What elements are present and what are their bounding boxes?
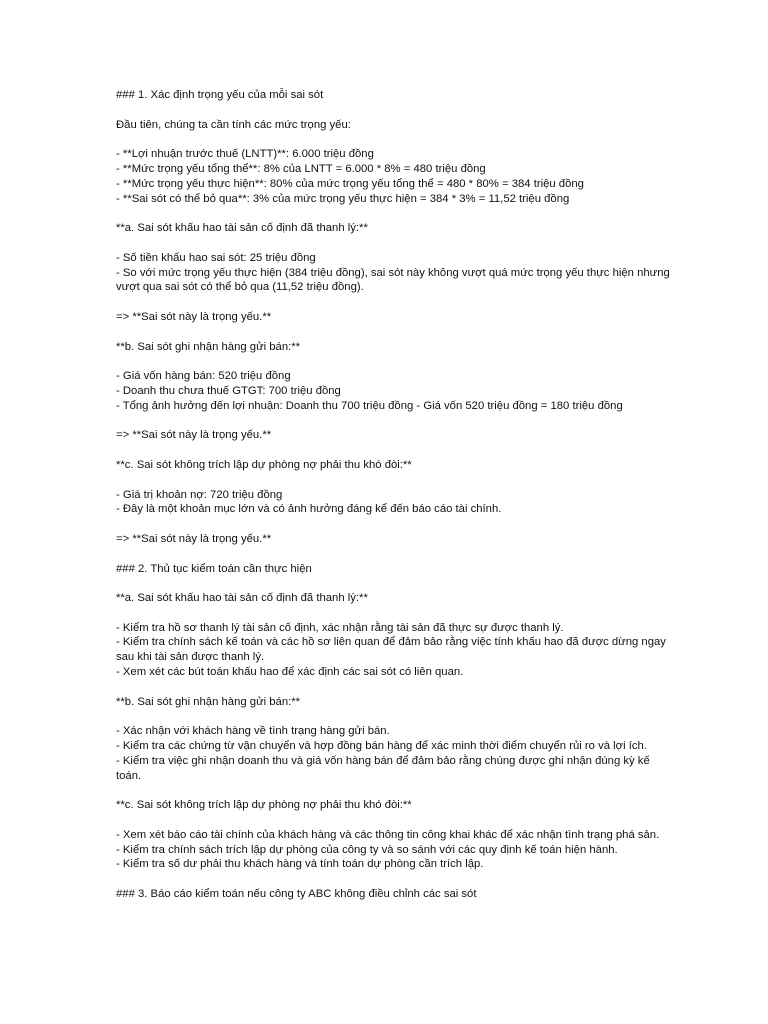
s1-b-conclusion: => **Sai sót này là trọng yếu.** bbox=[116, 429, 272, 442]
spacer bbox=[116, 813, 676, 828]
s2-a-item: - Xem xét các bút toán khấu hao để xác định các sai sót có liên quan. bbox=[116, 666, 464, 679]
s1-a-item: - Số tiền khấu hao sai sót: 25 triệu đồng bbox=[116, 251, 316, 264]
spacer bbox=[116, 517, 676, 532]
section-3-heading: ### 3. Báo cáo kiểm toán nếu công ty ABC không điều chỉnh các sai sót bbox=[116, 888, 477, 901]
spacer bbox=[116, 709, 676, 724]
spacer bbox=[116, 132, 676, 147]
materiality-item-trivial: - **Sai sót có thể bỏ qua**: 3% của mức trọng yếu thực hiện = 384 * 3% = 11,52 triệu đồng bbox=[116, 192, 570, 205]
spacer bbox=[116, 576, 676, 591]
s1-c-item: - Đây là một khoản mục lớn và có ảnh hưởng đáng kể đến báo cáo tài chính. bbox=[116, 503, 502, 516]
spacer bbox=[116, 473, 676, 488]
s1-c-conclusion: => **Sai sót này là trọng yếu.** bbox=[116, 532, 272, 545]
section-1-intro: Đầu tiên, chúng ta cần tính các mức trọng yếu: bbox=[116, 118, 351, 131]
s2-a-item: - Kiểm tra chính sách kế toán và các hồ sơ liên quan để đảm bảo rằng việc tính khấu hao đã được dừng ngay sau khi tài sản được thanh lý. bbox=[116, 636, 666, 664]
spacer bbox=[116, 783, 676, 798]
section-2-heading: ### 2. Thủ tục kiểm toán cần thực hiện bbox=[116, 562, 312, 575]
s1-b-title: **b. Sai sót ghi nhận hàng gửi bán:** bbox=[116, 340, 301, 353]
section-1-heading: ### 1. Xác định trọng yếu của mỗi sai sót bbox=[116, 89, 324, 101]
spacer bbox=[116, 236, 676, 251]
s1-c-title: **c. Sai sót không trích lập dự phòng nợ phải thu khó đòi:** bbox=[116, 458, 412, 471]
s1-a-item: - So với mức trọng yếu thực hiện (384 triệu đồng), sai sót này không vượt quá mức trọng yếu thực hiện nhưng vượt qua sai sót có thể bỏ qua (11,52 triệu đồng). bbox=[116, 266, 670, 294]
materiality-item-pbt: - **Lợi nhuận trước thuế (LNTT)**: 6.000 triệu đồng bbox=[116, 148, 374, 161]
spacer bbox=[116, 103, 676, 118]
materiality-item-performance: - **Mức trọng yếu thực hiện**: 80% của mức trọng yếu tổng thể = 480 * 80% = 384 triệu đồng bbox=[116, 177, 584, 190]
materiality-item-overall: - **Mức trọng yếu tổng thể**: 8% của LNTT = 6.000 * 8% = 480 triệu đồng bbox=[116, 162, 486, 175]
spacer bbox=[116, 680, 676, 695]
spacer bbox=[116, 414, 676, 429]
spacer bbox=[116, 295, 676, 310]
s2-c-item: - Xem xét báo cáo tài chính của khách hàng và các thông tin công khai khác để xác nhận tình trạng phá sản. bbox=[116, 828, 660, 841]
spacer bbox=[116, 872, 676, 887]
spacer bbox=[116, 547, 676, 562]
s2-c-item: - Kiểm tra số dư phải thu khách hàng và tính toán dự phòng cần trích lập. bbox=[116, 858, 484, 871]
s2-c-item: - Kiểm tra chính sách trích lập dự phòng của công ty và so sánh với các quy định kế toán hiện hành. bbox=[116, 843, 618, 856]
s1-c-item: - Giá trị khoản nợ: 720 triệu đồng bbox=[116, 488, 283, 501]
spacer bbox=[116, 325, 676, 340]
s1-b-item: - Doanh thu chưa thuế GTGT: 700 triệu đồng bbox=[116, 384, 341, 397]
s2-b-title: **b. Sai sót ghi nhận hàng gửi bán:** bbox=[116, 695, 301, 708]
s2-b-item: - Kiểm tra các chứng từ vận chuyển và hợp đồng bán hàng để xác minh thời điểm chuyển rủi ro và lợi ích. bbox=[116, 740, 647, 753]
spacer bbox=[116, 606, 676, 621]
s2-c-title: **c. Sai sót không trích lập dự phòng nợ phải thu khó đòi:** bbox=[116, 799, 412, 812]
s2-a-title: **a. Sai sót khấu hao tài sản cố định đã thanh lý:** bbox=[116, 592, 368, 605]
s2-b-item: - Kiểm tra việc ghi nhận doanh thu và giá vốn hàng bán để đảm bảo rằng chúng được ghi nhận đúng kỳ kế toán. bbox=[116, 754, 650, 782]
s1-b-item: - Giá vốn hàng bán: 520 triệu đồng bbox=[116, 370, 291, 383]
s2-b-item: - Xác nhận với khách hàng về tình trạng hàng gửi bán. bbox=[116, 725, 390, 738]
s1-a-conclusion: => **Sai sót này là trọng yếu.** bbox=[116, 310, 272, 323]
spacer bbox=[116, 354, 676, 369]
s2-a-item: - Kiểm tra hồ sơ thanh lý tài sản cố định, xác nhận rằng tài sản đã thực sự được thanh lý. bbox=[116, 621, 564, 634]
s1-b-item: - Tổng ảnh hưởng đến lợi nhuận: Doanh thu 700 triệu đồng - Giá vốn 520 triệu đồng = 180 triệu đồng bbox=[116, 399, 623, 412]
document-body bbox=[116, 88, 676, 902]
spacer bbox=[116, 206, 676, 221]
s1-a-title: **a. Sai sót khấu hao tài sản cố định đã thanh lý:** bbox=[116, 222, 368, 235]
spacer bbox=[116, 443, 676, 458]
